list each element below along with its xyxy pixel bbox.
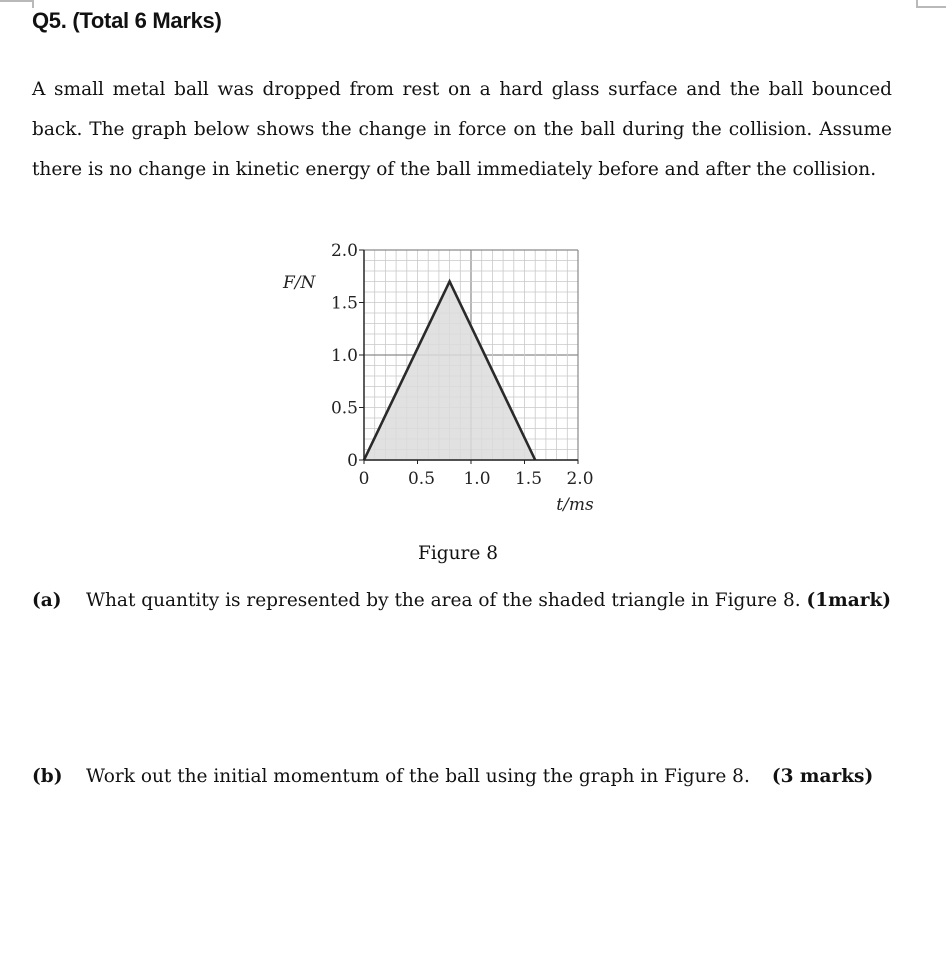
x-tick-label: 1.0 [463,469,491,489]
x-tick-label: 2.0 [566,469,594,489]
part-b [32,766,873,787]
part-b-text: Work out the initial momentum of the ball using the graph in Figure 8. [86,766,750,787]
part-a-text: What quantity is represented by the area of the shaded triangle in Figure 8. [86,590,801,611]
part-b-label: (b) [32,766,63,787]
x-tick-label: 0.5 [407,469,436,489]
y-tick-label: 0 [347,451,358,471]
x-axis-label: t/ms [556,495,594,515]
y-tick-label: 0.5 [330,398,358,419]
part-a [32,590,891,611]
question-intro: A small metal ball was dropped from rest on a hard glass surface and the ball bounced back. The graph below shows the change in force on the ball during the collision. Assume there is no change in kinetic energy of the ball immediately before and after the collision. [32,79,892,180]
part-a-answer-area[interactable] [32,625,892,725]
part-a-marks: (1mark) [806,590,892,611]
y-tick-label: 2.0 [330,241,358,261]
x-tick-label: 0 [358,469,370,489]
y-tick-label: 1.0 [330,346,358,366]
shaded-triangle-area [364,282,535,461]
x-tick-label: 1.5 [514,469,543,489]
part-b-answer-area[interactable] [32,805,892,945]
y-axis-label: F/N [283,273,316,293]
y-tick-label: 1.5 [330,293,358,314]
part-b-marks: (3 marks) [771,766,874,787]
question-title: Q5. (Total 6 Marks) [32,8,222,33]
figure-caption: Figure 8 [418,543,498,564]
part-a-label: (a) [32,590,62,611]
